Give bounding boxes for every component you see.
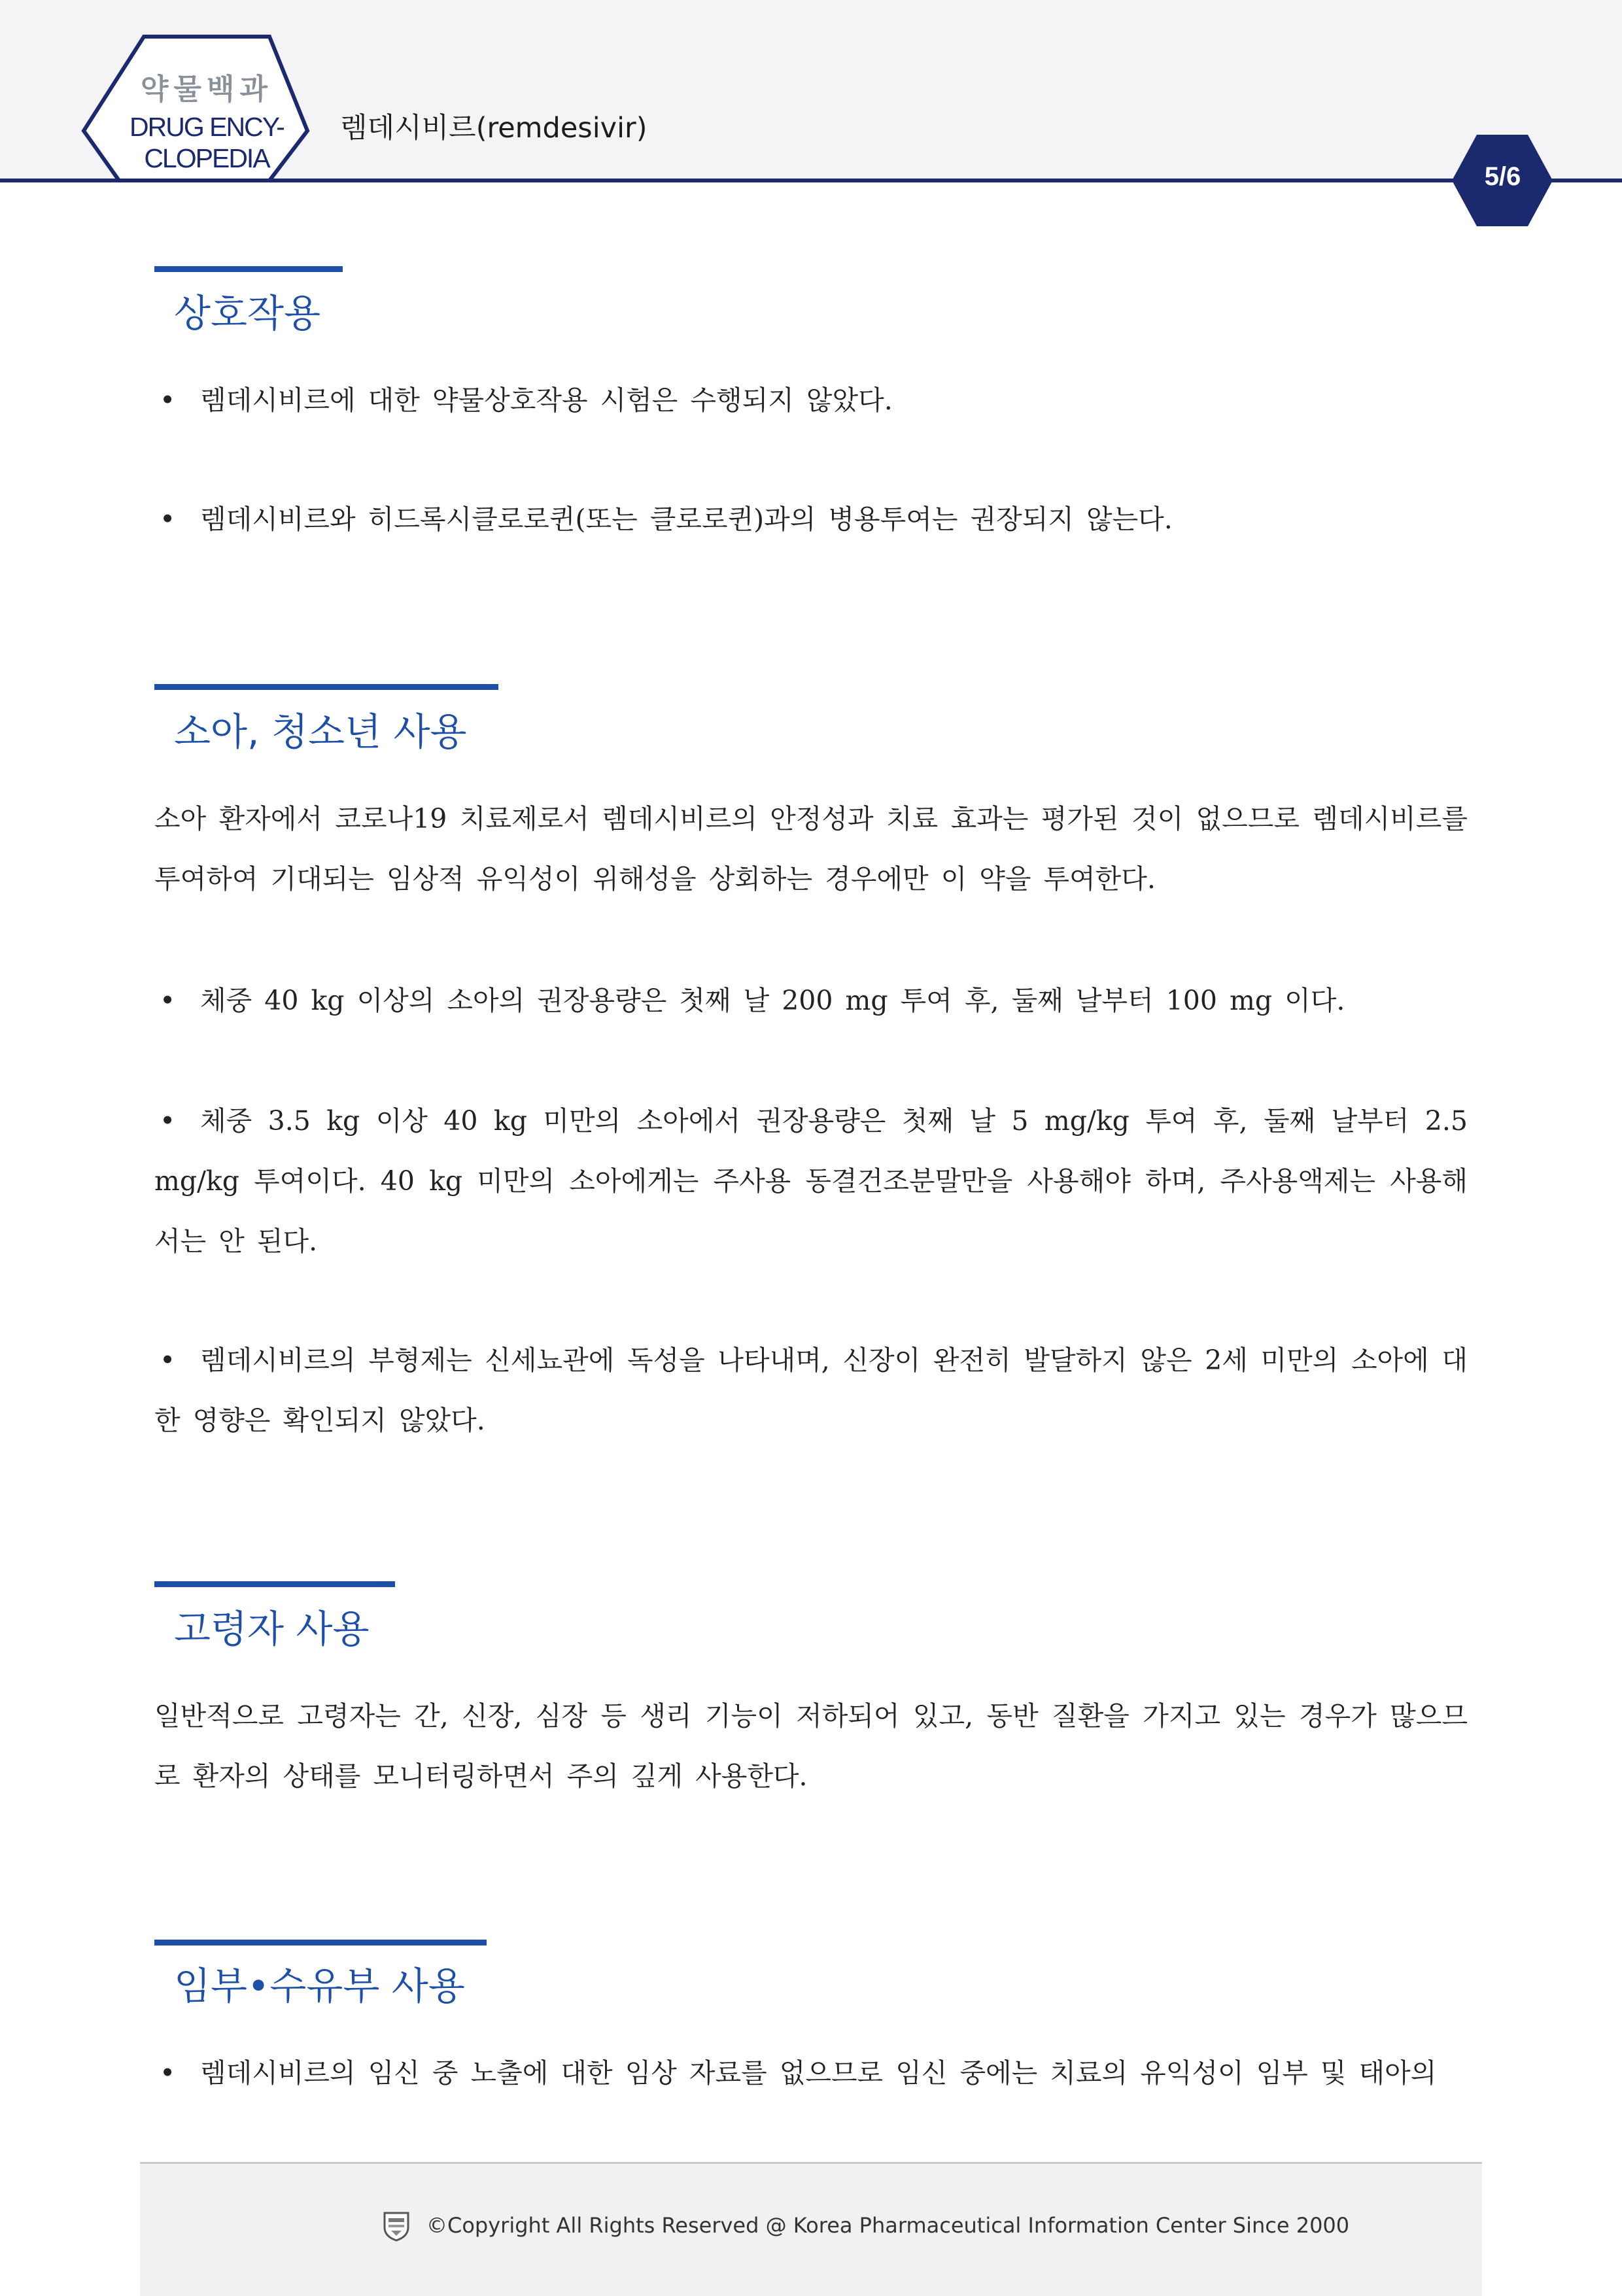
bullet-mark: •	[160, 1105, 176, 1137]
section-title-pregnancy: 임부•수유부 사용	[174, 1964, 465, 2008]
document-title: 렘데시비르(remdesivir)	[340, 112, 647, 145]
logo-english-line2: CLOPEDIA	[144, 143, 269, 173]
bullet-text: 체중 40 kg 이상의 소아의 권장용량은 첫째 날 200 mg 투여 후, 둘째 날부터 100 mg 이다.	[200, 985, 1345, 1016]
bullet-pregnancy-1	[154, 2043, 1468, 2103]
pediatric-intro: 소아 환자에서 코로나19 치료제로서 렘데시비르의 안정성과 치료 효과는 평가된 것이 없으므로 렘데시비르를 투여하여 기대되는 임상적 유익성이 위해성을 상회하는 경우에만 이 약을 투여한다.	[154, 803, 1468, 895]
section-bar-elderly	[154, 1581, 395, 1587]
section-bar-pediatric	[154, 684, 498, 690]
bullet-pediatric-1	[154, 970, 1468, 1031]
bullet-pediatric-3	[154, 1330, 1468, 1450]
shield-icon	[382, 2210, 411, 2242]
section-bar-interactions	[154, 266, 343, 272]
section-title-elderly: 고령자 사용	[174, 1607, 370, 1651]
bullet-interactions-1	[154, 370, 1468, 430]
section-title-pediatric: 소아, 청소년 사용	[174, 710, 467, 754]
bullet-mark: •	[160, 1345, 176, 1376]
logo-korean: 약물백과	[140, 73, 273, 106]
bullet-mark: •	[160, 385, 176, 416]
page-number: 5/6	[1484, 162, 1521, 191]
bullet-mark: •	[160, 2057, 176, 2089]
logo-english	[128, 111, 285, 174]
bullet-text: 렘데시비르에 대한 약물상호작용 시험은 수행되지 않았다.	[200, 385, 893, 416]
bullet-pediatric-2	[154, 1091, 1468, 1271]
bullet-mark: •	[160, 985, 176, 1016]
section-bar-pregnancy	[154, 1940, 487, 1945]
bullet-text: 렘데시비르의 부형제는 신세뇨관에 독성을 나타내며, 신장이 완전히 발달하지 않은 2세 미만의 소아에 대한 영향은 확인되지 않았다.	[154, 1345, 1468, 1436]
elderly-text: 일반적으로 고령자는 간, 신장, 심장 등 생리 기능이 저하되어 있고, 동반 질환을 가지고 있는 경우가 많으므로 환자의 상태를 모니터링하면서 주의 깊게 사용한다.	[154, 1700, 1468, 1792]
logo-english-line1: DRUG ENCY-	[129, 112, 284, 142]
bullet-mark: •	[160, 504, 176, 535]
bullet-text: 렘데시비르의 임신 중 노출에 대한 임상 자료를 없으므로 임신 중에는 치료의 유익성이 임부 및 태아의	[200, 2057, 1437, 2089]
copyright-text: ©Copyright All Rights Reserved @ Korea Pharmaceutical Information Center Since 2000	[426, 2213, 1350, 2238]
bullet-text: 렘데시비르와 히드록시클로로퀸(또는 클로로퀸)과의 병용투여는 권장되지 않는다.	[200, 504, 1173, 535]
bullet-interactions-2	[154, 489, 1468, 549]
section-title-interactions: 상호작용	[174, 291, 321, 335]
bullet-text: 체중 3.5 kg 이상 40 kg 미만의 소아에서 권장용량은 첫째 날 5 mg/kg 투여 후, 둘째 날부터 2.5 mg/kg 투여이다. 40 kg 미만의 소아에게는 주사용 동결건조분말만을 사용해야 하며, 주사용액제는 사용해서는 안 된다.	[154, 1105, 1468, 1257]
